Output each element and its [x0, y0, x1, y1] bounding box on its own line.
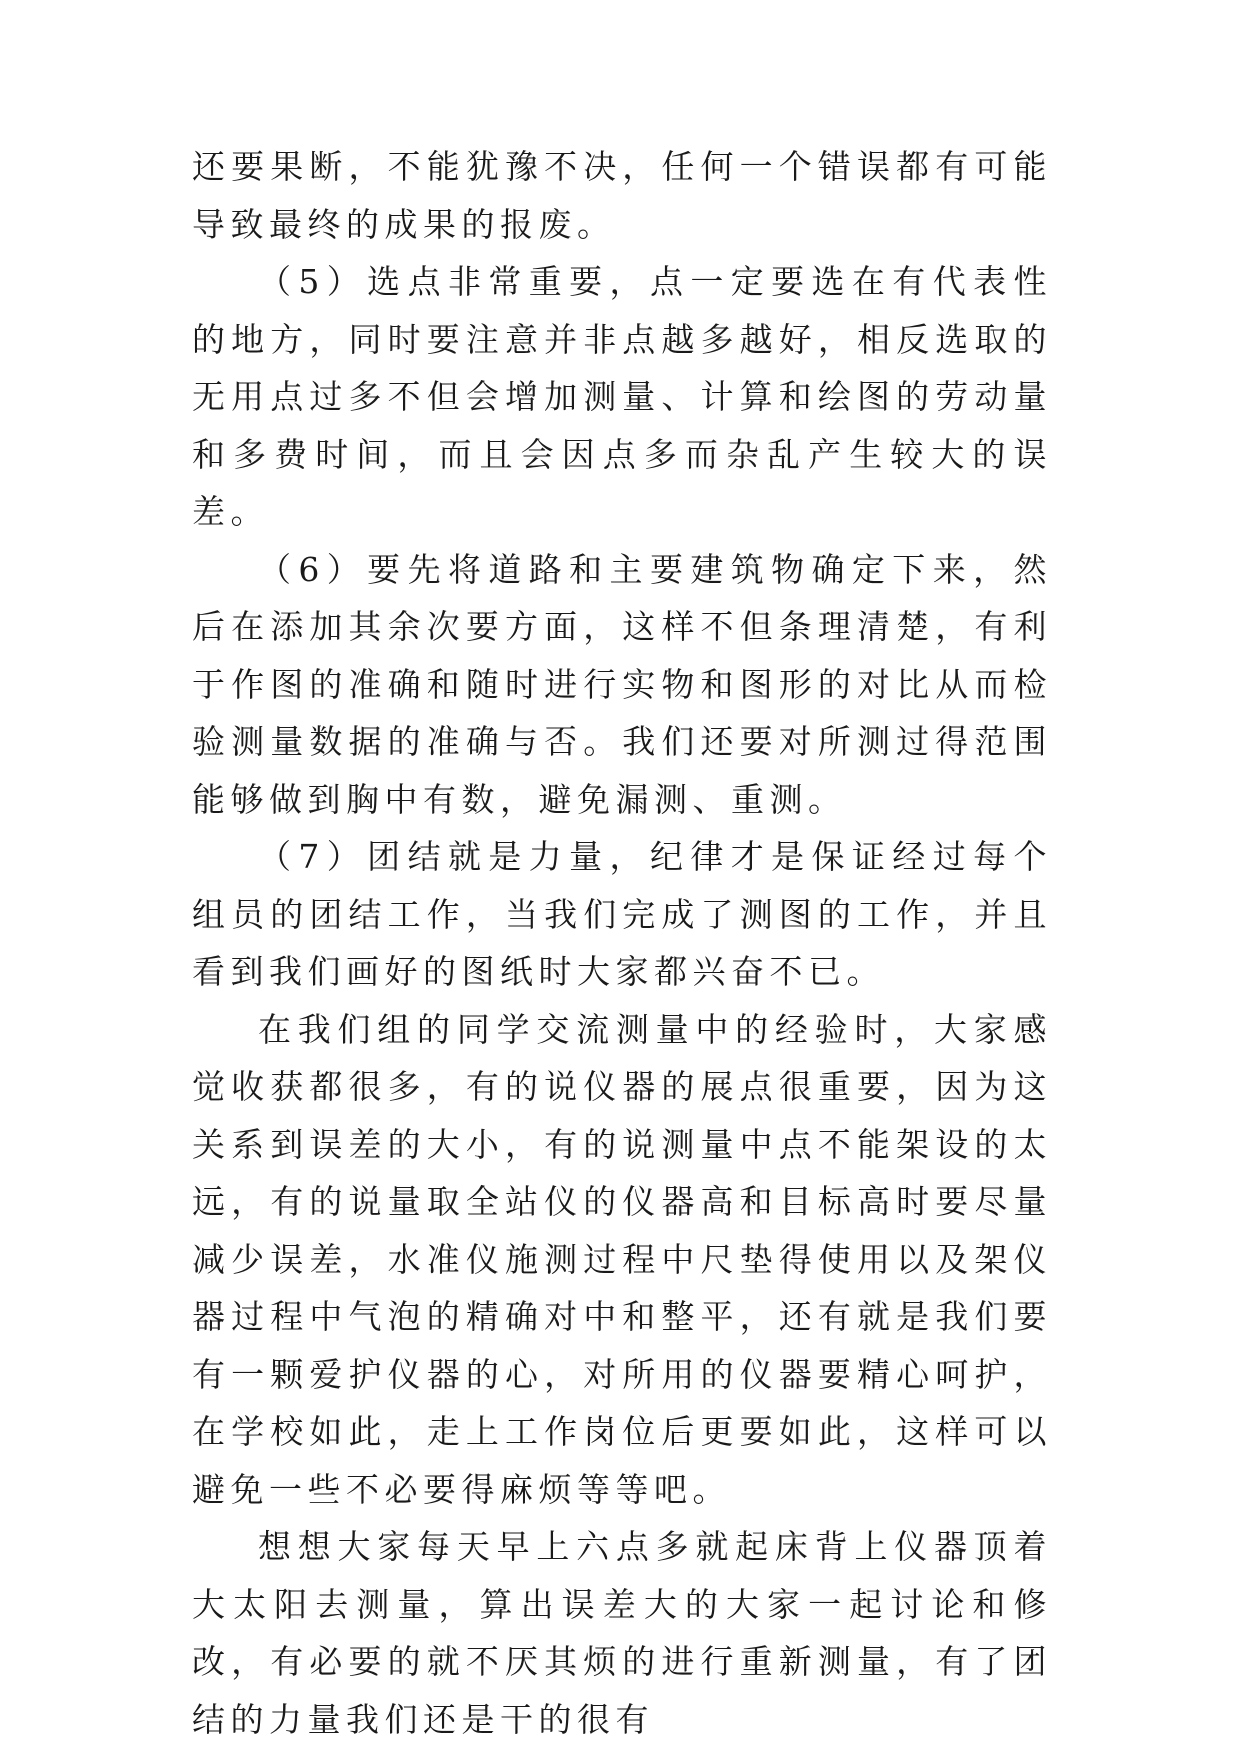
paragraph-point-6: （6）要先将道路和主要建筑物确定下来，然后在添加其余次要方面，这样不但条理清楚，有利于作图的准确和随时进行实物和图形的对比从而检验测量数据的准确与否。我们还要对所测过得范围能够做到胸中有数，避免漏测、重测。: [192, 549, 1052, 819]
paragraph-experience-exchange: 在我们组的同学交流测量中的经验时，大家感觉收获都很多，有的说仪器的展点很重要，因为这关系到误差的大小，有的说测量中点不能架设的太远，有的说量取全站仪的仪器高和目标高时要尽量减少误差，水准仪施测过程中尺垫得使用以及架仪器过程中气泡的精确对中和整平，还有就是我们要有一颗爱护仪器的心，对所用的仪器要精心呵护，在学校如此，走上工作岗位后更要如此，这样可以避免一些不必要得麻烦等等吧。: [192, 1009, 1052, 1509]
document-body: [192, 138, 1052, 1748]
paragraph-continuation: 还要果断，不能犹豫不决，任何一个错误都有可能导致最终的成果的报废。: [192, 147, 1052, 244]
paragraph-reflection: 想想大家每天早上六点多就起床背上仪器顶着大太阳去测量，算出误差大的大家一起讨论和修改，有必要的就不厌其烦的进行重新测量，有了团结的力量我们还是干的很有: [192, 1527, 1052, 1739]
paragraph-point-7: （7）团结就是力量，纪律才是保证经过每个组员的团结工作，当我们完成了测图的工作，并且看到我们画好的图纸时大家都兴奋不已。: [192, 837, 1052, 991]
paragraph-point-5: （5）选点非常重要，点一定要选在有代表性的地方，同时要注意并非点越多越好，相反选取的无用点过多不但会增加测量、计算和绘图的劳动量和多费时间，而且会因点多而杂乱产生较大的误差。: [192, 262, 1052, 531]
